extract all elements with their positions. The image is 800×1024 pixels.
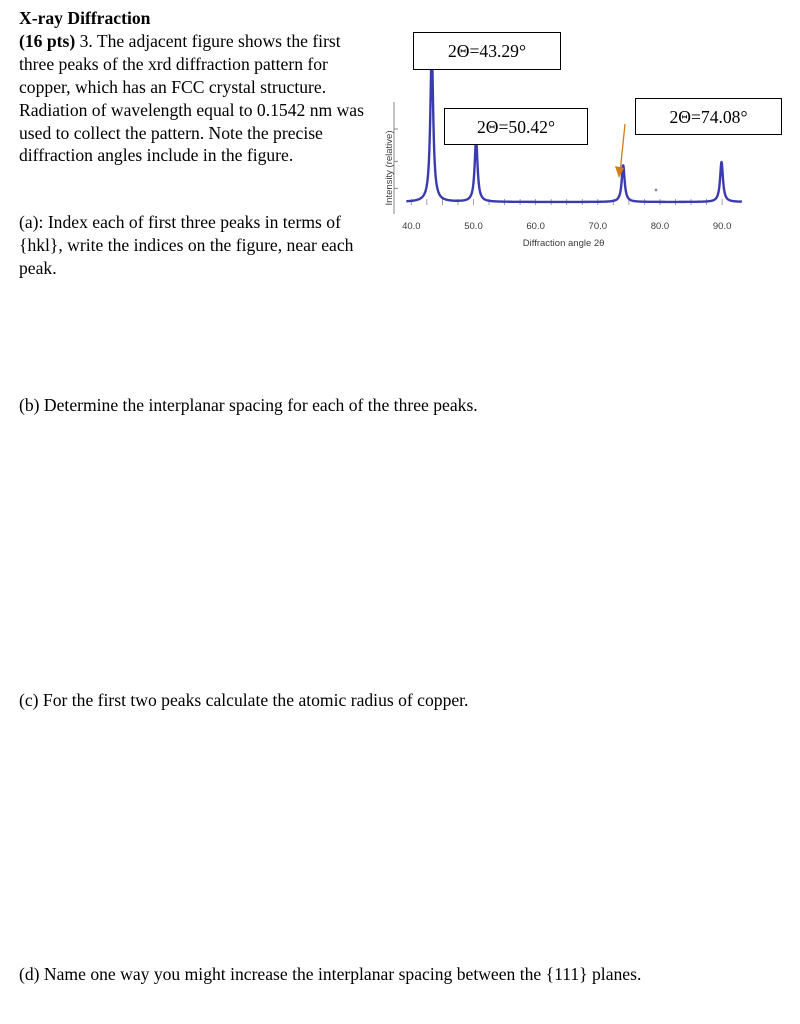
x-tick-label: 50.0	[464, 221, 483, 232]
x-tick-label: 70.0	[588, 221, 608, 232]
x-tick-label: 80.0	[650, 221, 670, 232]
xrd-figure	[372, 28, 772, 258]
y-axis-label: Intensity (relative)	[384, 130, 395, 206]
problem-text: 3. The adjacent figure shows the first three peaks of the xrd diffraction pattern for copper, which has an FCC crystal structure. Radiation of wavelength equal to 0.1542 nm was used to collect the pattern. Note the precise diffraction angles include in the figure.	[19, 30, 364, 166]
points-label: (16 pts)	[19, 30, 76, 51]
section-title: X-ray Diffraction	[19, 8, 151, 28]
problem-intro	[19, 7, 369, 167]
x-tick-label: 90.0	[712, 221, 732, 232]
x-tick-label: 40.0	[402, 221, 421, 232]
question-a: (a): Index each of first three peaks in terms of {hkl}, write the indices on the figure, near each peak.	[19, 212, 354, 278]
x-tick-label: 60.0	[526, 221, 545, 232]
callout-peak1: 2Θ=43.29°	[413, 32, 561, 70]
question-b: (b) Determine the interplanar spacing for each of the three peaks.	[19, 395, 478, 415]
plot-dot	[655, 189, 658, 192]
question-c: (c) For the first two peaks calculate the atomic radius of copper.	[19, 690, 469, 710]
question-d: (d) Name one way you might increase the interplanar spacing between the {111} planes.	[19, 964, 642, 984]
callout-peak2: 2Θ=50.42°	[444, 108, 588, 145]
x-axis-label: Diffraction angle 2θ	[522, 238, 605, 249]
callout-peak3: 2Θ=74.08°	[635, 98, 782, 135]
